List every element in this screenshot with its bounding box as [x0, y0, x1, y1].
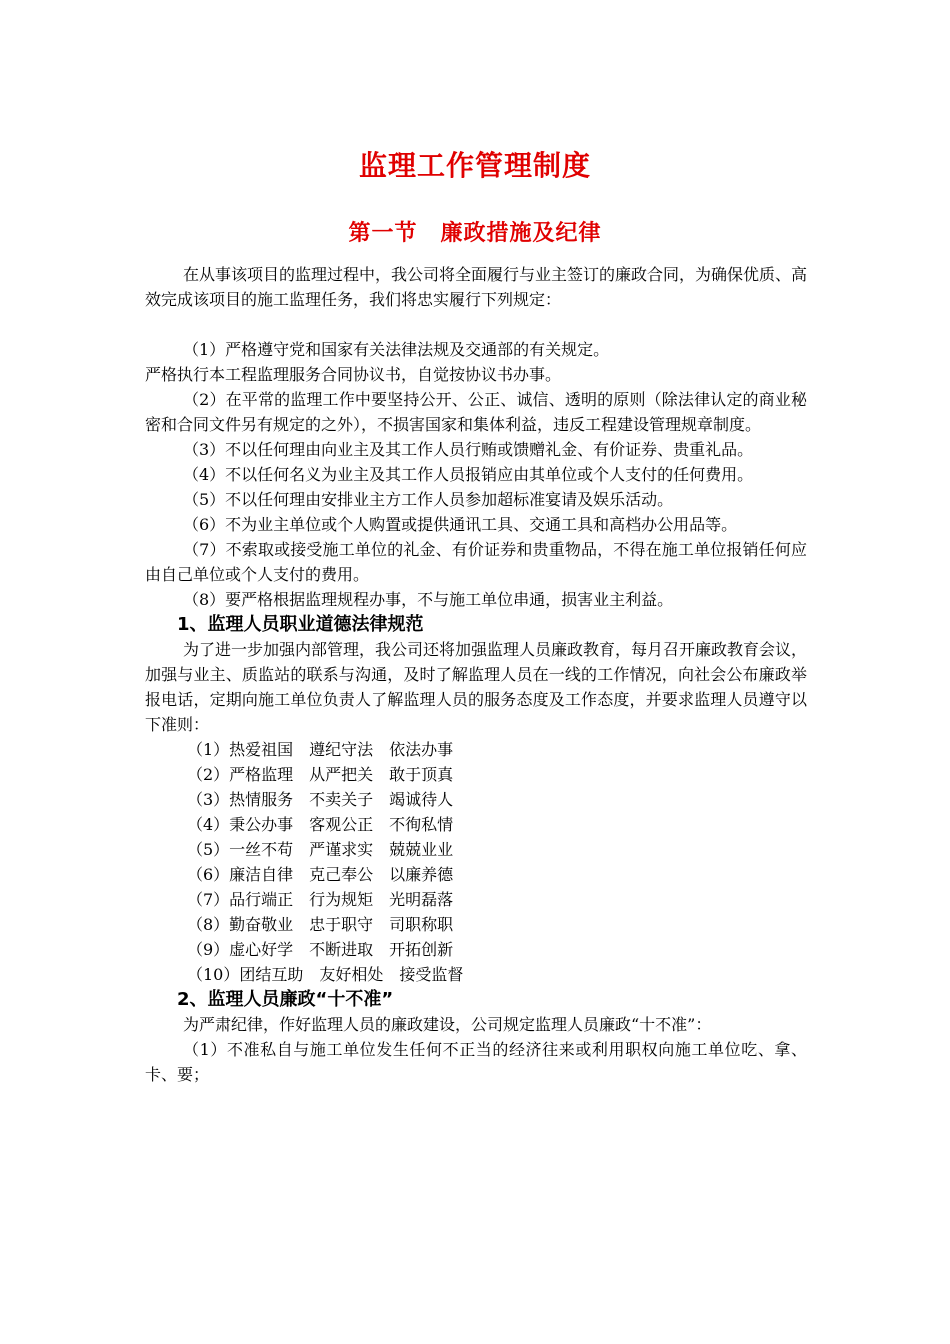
virtue-item: （1）热爱祖国 遵纪守法 依法办事	[187, 740, 454, 759]
rule-item: （4）不以任何名义为业主及其工作人员报销应由其单位或个人支付的任何费用。	[183, 465, 754, 484]
virtue-item: （5）一丝不苟 严谨求实 兢兢业业	[187, 840, 454, 859]
intro-paragraph: 在从事该项目的监理过程中，我公司将全面履行与业主签订的廉政合同，为确保优质、高效完成该项目的施工监理任务，我们将忠实履行下列规定：	[145, 265, 808, 309]
virtue-item: （10）团结互助 友好相处 接受监督	[187, 965, 464, 984]
rule-item: （1）严格遵守党和国家有关法律法规及交通部的有关规定。	[183, 340, 610, 359]
prohibitions-paragraph: 为严肃纪律，作好监理人员的廉政建设，公司规定监理人员廉政“十不准”：	[183, 1015, 712, 1034]
heading-ten-prohibitions: 2、监理人员廉政“十不准”	[177, 989, 394, 1010]
rule-item: 严格执行本工程监理服务合同协议书，自觉按协议书办事。	[145, 365, 562, 384]
rule-item: （6）不为业主单位或个人购置或提供通讯工具、交通工具和高档办公用品等。	[183, 515, 738, 534]
heading-ethics: 1、监理人员职业道德法律规范	[177, 614, 424, 635]
virtue-item: （7）品行端正 行为规矩 光明磊落	[187, 890, 454, 909]
rule-item: （3）不以任何理由向业主及其工作人员行贿或馈赠礼金、有价证券、贵重礼品。	[183, 440, 754, 459]
virtue-item: （2）严格监理 从严把关 敢于顶真	[187, 765, 454, 784]
virtue-item: （3）热情服务 不卖关子 竭诚待人	[187, 790, 454, 809]
virtue-item: （4）秉公办事 客观公正 不徇私情	[187, 815, 454, 834]
rule-item: （8）要严格根据监理规程办事，不与施工单位串通，损害业主利益。	[183, 590, 674, 609]
document-body	[145, 262, 807, 1087]
rule-item: （2）在平常的监理工作中要坚持公开、公正、诚信、透明的原则（除法律认定的商业秘密和合同文件另有规定的之外），不损害国家和集体利益，违反工程建设管理规章制度。	[145, 390, 807, 434]
virtue-item: （6）廉洁自律 克己奉公 以廉养德	[187, 865, 454, 884]
virtue-item: （8）勤奋敬业 忠于职守 司职称职	[187, 915, 454, 934]
document-title: 监理工作管理制度	[358, 149, 591, 182]
ethics-paragraph: 为了进一步加强内部管理，我公司还将加强监理人员廉政教育，每月召开廉政教育会议，加强与业主、质监站的联系与沟通，及时了解监理人员在一线的工作情况，向社会公布廉政举报电话，定期向施工单位负责人了解监理人员的服务态度及工作态度，并要求监理人员遵守以下准则：	[145, 640, 808, 734]
paragraph-gap	[145, 312, 807, 337]
section-title: 第一节 廉政措施及纪律	[348, 221, 602, 246]
prohibition-item: （1）不准私自与施工单位发生任何不正当的经济往来或利用职权向施工单位吃、拿、卡、要；	[145, 1040, 807, 1084]
rule-item: （5）不以任何理由安排业主方工作人员参加超标准宴请及娱乐活动。	[183, 490, 674, 509]
virtue-item: （9）虚心好学 不断进取 开拓创新	[187, 940, 454, 959]
rule-item: （7）不索取或接受施工单位的礼金、有价证券和贵重物品，不得在施工单位报销任何应由自己单位或个人支付的费用。	[145, 540, 807, 584]
